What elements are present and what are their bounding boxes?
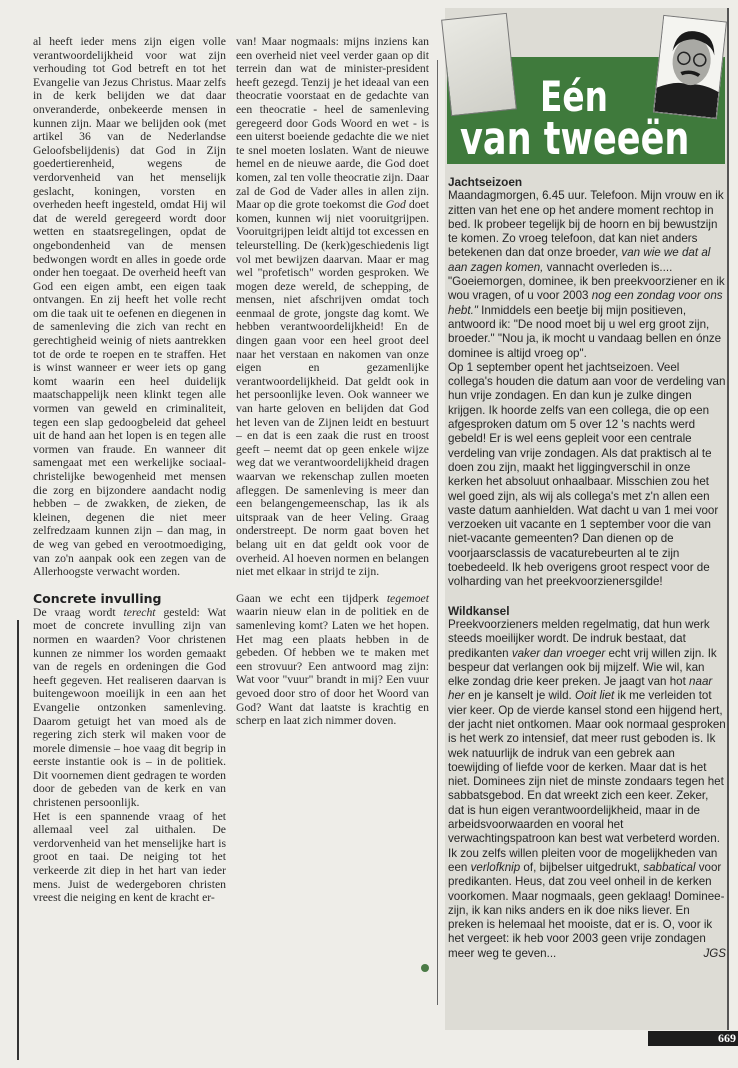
paragraph (33, 606, 226, 810)
paragraph: Op 1 september opent het jachtseizoen. Veel collega's houden die datum aan voor de verdeling van hun vrije zondagen. En dan kun je zulke dingen krijgen. Ik hoorde zelfs van een collega, die op een afgesproken datum om 5 over 12 's nachts werd gebeld! Er is wel eens gepleit voor een centrale verdeling van vrije zondagen. Als dat praktisch al te doen zou zijn, maakt het liggingverschil in onze kerken het absoluut onhaalbaar. Misschien zou het wel goed zijn, als wij als collega's met z'n allen een vaste datum aanhielden. Wat dacht u van 1 mei voor verzoeken uit vacante en 1 september voor die van niet-vacante gemeenten? Dan dienen op de voorjaarsclassis de vacaturebeurten al te zijn toebedeeld. Ik heb overigens groot respect voor de volharding van het preekvoorzienersgilde! (448, 360, 726, 589)
left-page-edge-rule (17, 620, 19, 1060)
text-run: of, bijbelser uitgedrukt, (520, 860, 644, 874)
sidebar-title-line1: Eén (540, 72, 608, 121)
italic-text: Ooit liet (574, 689, 615, 703)
text-run: en je kanselt je wild. (464, 689, 575, 703)
text-run: ik me verleiden tot vier keer. Op de vierde kansel stond een hijgend hert, der jacht niet ontkomen. Maar ook normaal gesproken is het werk zo intensief, dat meer rust geboden is. Ik wek natuurlijk de indruk van een gebrek aan toewijding of liefde voor de kerken. Maar dat is het niet. Dominees zijn niet de minste zondaars tegen het sabbatsgebod. En dat wreekt zich een keer. Zeker, dat is hun eigen verantwoordelijkheid, maar in de arbeidsvoorwaarden en vooral het verwachtingspatroon kan best wat verbeterd worden. Ik zou zelfs willen pleiten voor de mogelijkheden van een (448, 689, 726, 874)
text-run: Preekvoorzieners melden regelmatig, dat hun werk steeds moeilijker wordt. De indruk bestaat, dat predikanten (448, 617, 710, 660)
author-signature: JGS (703, 946, 726, 960)
italic-text: naar her (448, 675, 713, 703)
italic-text: sabbatical (643, 860, 696, 874)
sidebar-text (448, 175, 726, 961)
section-heading: Wildkansel (448, 603, 510, 618)
text-run: van! Maar nogmaals: mijns inziens kan een overheid niet veel verder gaan op dit terrein dan wat de minister-president heeft gezegd. Tenzij je het ideaal van een theocratie voorstaat en de gedachte van een theocratie - heel de samenleving geregeerd door Gods Woord en wet - is een uiterst boeiende gedachte die we niet te snel moeten loslaten. Want de nieuwe hemel en de nieuwe aarde, die God doet komen, zal ten volle theocratie zijn. Daar zal de God de Vader alles in allen zijn. Maar op die grote toekomst die (236, 35, 429, 212)
text-run: waarin nieuw elan in de politiek en de samenleving komt? Laten we het hopen. Het mag een plaats hebben in de gebeden. Of hebben we te maken met een strovuur? Een antwoord mag zijn: Wat voor "vuur" brandt in mij? Een vuur gevoed door stro of door het Woord van God? Want dat laatste is krachtig en scherp en laat zich nimmer doven. (236, 605, 429, 728)
text-run: doet komen, kunnen wij niet vooruitgrijpen. Vooruitgrijpen leidt altijd tot excessen en teleurstelling. De (kerk)geschiedenis ligt vol met bewijzen daarvan. Maar er mag wel "profetisch" worden gesproken. We mogen deze wereld, de schepping, de mensen, niet afschrijven omdat toch eenmaal de grote, jongste dag komt. We hebben verantwoordelijkheid! En de dingen gaan voor een heel groot deel naar het verstaan en nakomen van onze eigen en gezamenlijke verantwoordelijkheid. Dat geldt ook in het persoonlijke leven. Ook wanneer we van harte geloven en belijden dat God het leven van de Zijnen leidt en bestuurt – en dat is een zaak die rust en troost geeft – neemt dat op geen enkele wijze weg dat we verantwoordelijkheid dragen waarvan we rekenschap zullen moeten afleggen. De samenleving is meer dan een belangengemeenschap, las ik als uitspraak van de heer Veling. Graag onderstreept. De norm gaat boven het belang uit en dat geldt ook voor de overheid. Al hoeven normen en belangen niet met elkaar in strijd te zijn. (236, 198, 429, 579)
italic-text: verlofknip (470, 860, 521, 874)
column-divider (437, 60, 438, 1005)
paragraph (236, 35, 429, 579)
italic-text: nog een zondag voor ons hebt." (448, 289, 723, 317)
text-run-group (448, 618, 726, 960)
author-photo-faded (441, 13, 517, 116)
article-column-1 (33, 35, 226, 905)
page-number: 669 (648, 1031, 738, 1046)
text-run: Maandagmorgen, 6.45 uur. Telefoon. Mijn vrouw en ik zitten van het ene op het andere moment rechtop in bed. Ik probeer tegelijk bij de hoorn en bij bewustzijn te komen. Zo vroeg telefoon, dat kan niet anders betekenen dan dat onze broeder, (448, 189, 724, 260)
text-run: vannacht overleden is.... "Goeiemorgen, dominee, ik ben preekvoorziener en ik wou vragen, of u voor 2003 (448, 260, 725, 303)
paragraph (236, 592, 429, 728)
text-run: Inmiddels een beetje bij mijn positieven, antwoord ik: "De nood moet bij u wel erg groot zijn, broeder." "Nou ja, ik mocht u vandaag bellen en ónze dominee is altijd vroeg op". (448, 303, 722, 360)
text-run: echt vrij willen zijn. Ik bespeur dat verlangen ook bij mijzelf. Wie wil, kan elke zondag drie keer preken. Je jaagt van hot (448, 646, 717, 689)
text-run: voor predikanten. Heus, dat zou veel onheil in de kerken voorkomen. Maar nogmaals, geen geklaag! Dominee-zijn, ik kan niks anders en ik doe niks liever. En preken is helemaal het mooiste, dat er is. O, voor ik het vergeet: ik heb voor 2003 geen vrije zondagen meer weg te geven... (448, 860, 725, 960)
sidebar-title-line2: van tweeën (460, 112, 690, 165)
author-photo (653, 15, 727, 119)
paragraph (448, 618, 726, 961)
italic-text: terecht (123, 605, 156, 619)
portrait-icon (654, 16, 726, 118)
italic-text: vaker dan vroeger (511, 646, 606, 660)
italic-text: van wie we dat al aan zagen komen, (448, 246, 711, 274)
paragraph: Het is een spannende vraag of het allemaal veel zal uithalen. De verdorvenheid van het menselijke hart is groot en taai. De neiging tot het verkeerde zit diep in het hart van ieder mens. Juist de wedergeboren christen vreest die neiging en kent de kracht er- (33, 809, 226, 905)
italic-text: tegemoet (386, 591, 429, 605)
italic-text: God (385, 198, 406, 212)
paragraph (448, 189, 726, 361)
article-column-2 (236, 35, 429, 728)
section-heading: Jachtseizoen (448, 175, 523, 189)
text-run: Gaan we echt een tijdperk (236, 591, 387, 605)
paragraph: al heeft ieder mens zijn eigen volle verantwoordelijkheid voor wat zijn verhouding tot God betreft en tot het Evangelie van Jezus Christus. Maar zelfs in de kerk belijden we dat daar onveranderde, onbekeerde mensen in kunnen zijn. Maar we belijden ook (met artikel 36 van de Nederlandse Geloofsbelijdenis) dat God in Zijn goedertierenheid, wegens de verdorvenheid van het menselijk geslacht, koningen, vorsten en overheden heeft ingesteld, omdat Hij wil dat de wereld geregeerd wordt door wetten en staatsregelingen, opdat de ongebondenheid van de mensen bedwongen wordt en alles in goede orde onder hen toegaat. De overheid heeft van God een eigen ambt, een eigen taak ontvangen. En zij heeft het volle recht om die taak uit te oefenen en diegenen in de samenleving die zich van recht en gerechtigheid weinig of niets aantrekken tot de orde te roepen en te straffen. Het is winst wanneer er weer iets op gang komt waarin een heel duidelijk maatschappelijk neen klinkt tegen alle vormen van geweld en criminaliteit, tegen een slap gedoogbeleid dat geheel uit de hand aan het lopen is en tegen alle vormen van fraude. En wanneer dit samengaat met een werkelijke sociaal-christelijke bewogenheid met mensen die zorg en bijzondere aandacht nodig hebben – de zwakken, de zieken, de kleinen, degenen die niet meer zelfredzaam kunnen zijn – dan mag, in de weg van gebed en verootmoediging, van zo'n aanpak ook een zegen van de Allerhoogste verwacht worden. (33, 35, 226, 579)
subheading: Concrete invulling (33, 590, 162, 606)
text-run: De vraag wordt (33, 605, 124, 619)
text-run: gesteld: Wat moet de concrete invulling zijn van normen en waarden? Voor christenen kunnen ze nimmer los worden gemaakt van de regels en ordeningen die God heeft gegeven. Het realiseren daarvan is buitengewoon moeilijk in een aan het Evangelie ontzonken samenleving. Daarom getuigt het van moed als de regering zich sterk wil maken voor de morele dimensie – hoe vaag dit begrip in eerste instantie ook is – in de politiek. Dit voornemen dient gedragen te worden door de gebeden van de kerk en van christenen persoonlijk. (33, 605, 226, 810)
end-bullet-icon (421, 964, 429, 972)
